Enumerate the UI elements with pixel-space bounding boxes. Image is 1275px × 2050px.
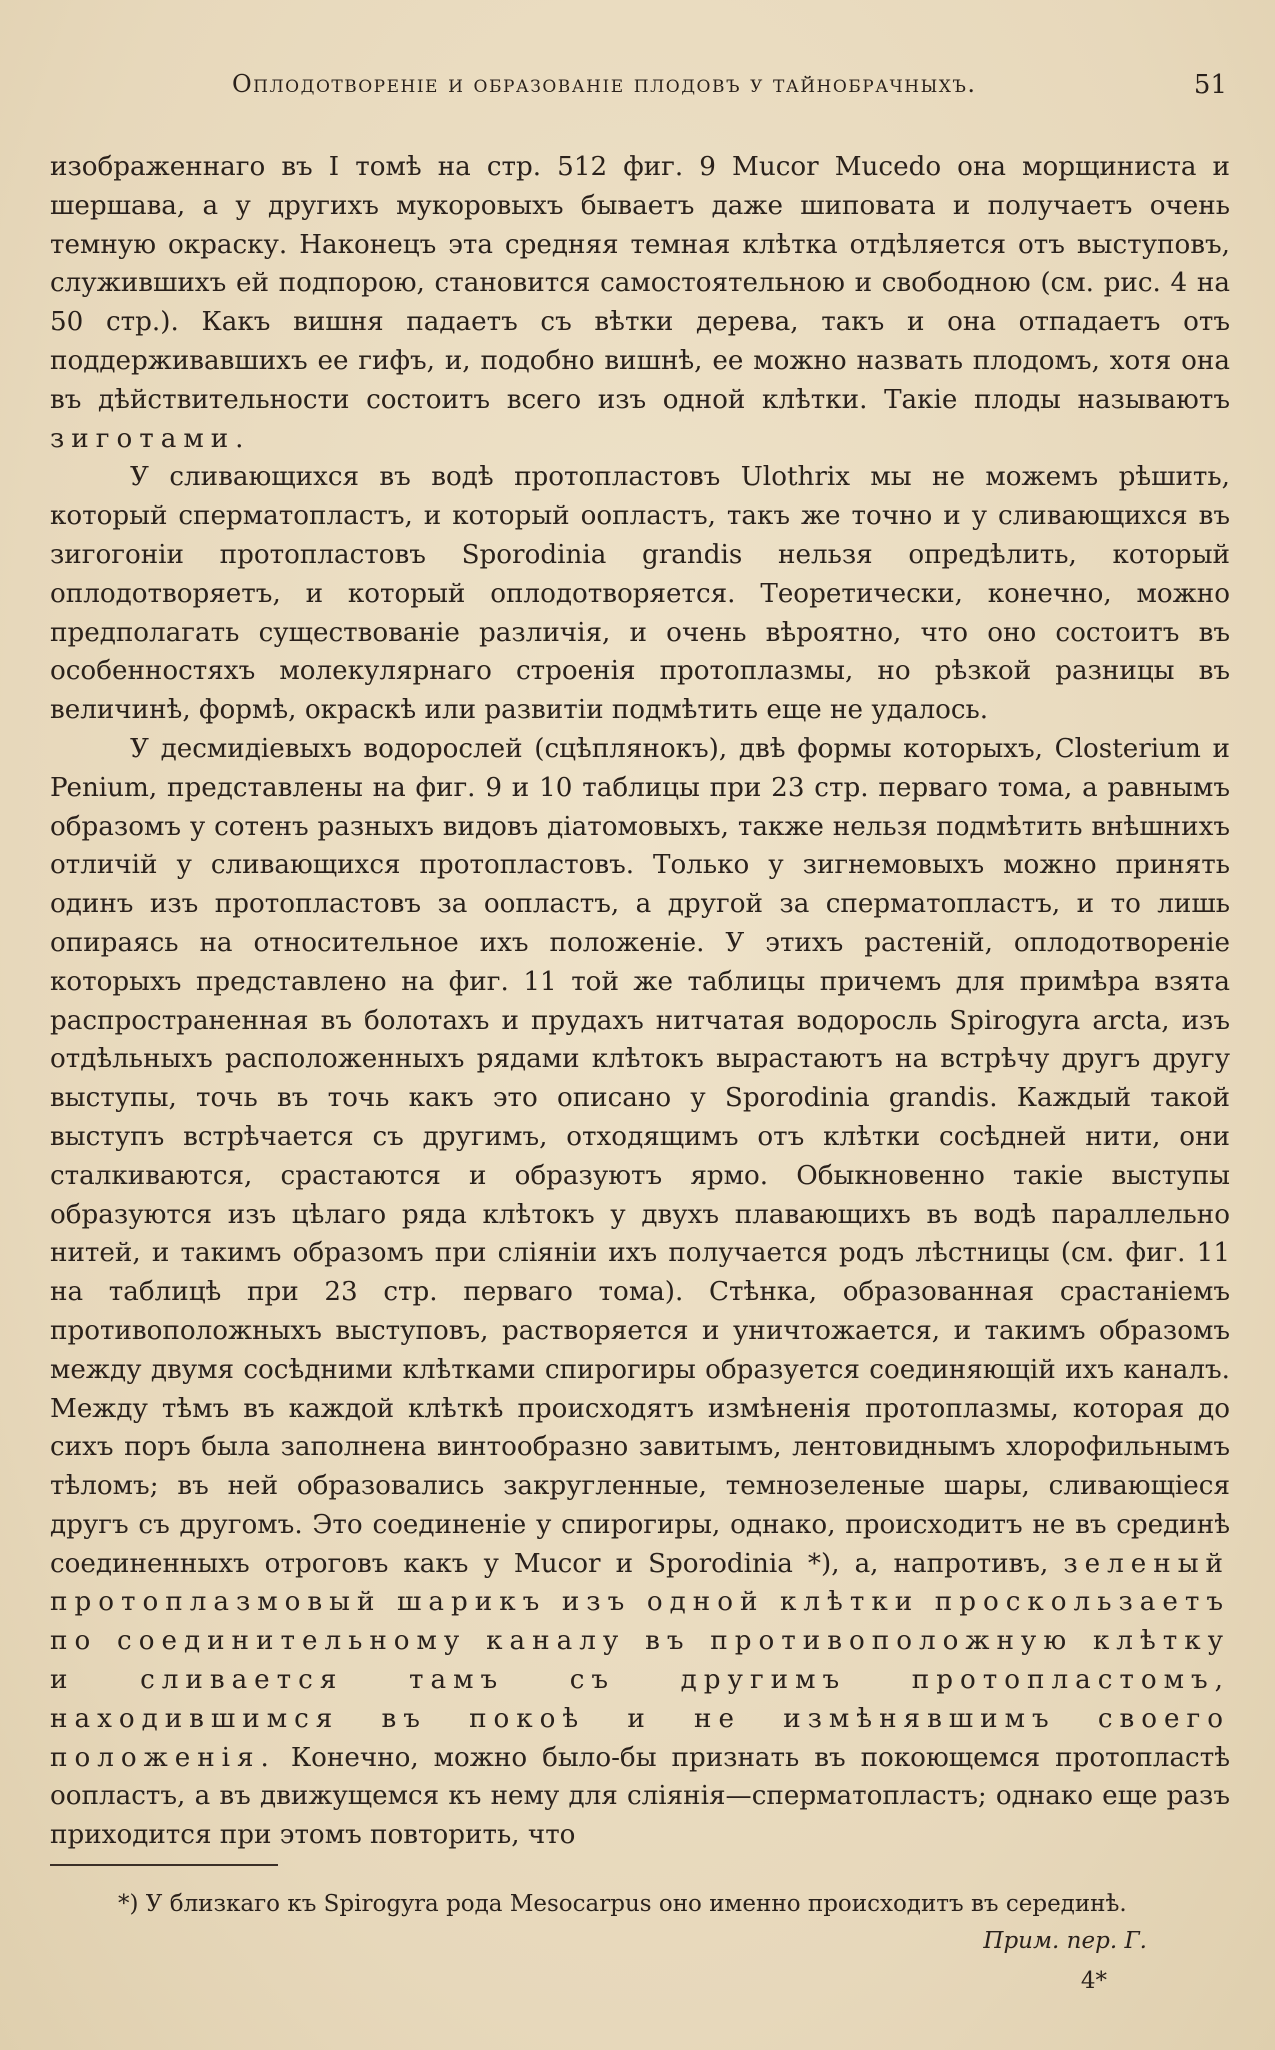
spaced-emphasis-text: зиготами. [50, 423, 251, 454]
paragraph [50, 730, 1230, 1855]
main-text [50, 148, 1230, 1855]
paragraph [50, 458, 1230, 730]
spaced-emphasis-text: зеленый протоплазмовый шарикъ изъ одной клѣтки проскользаетъ по соединительному каналу въ противоположную клѣтку и сливается тамъ съ другимъ протопластомъ, находившимся въ покоѣ и не измѣнявшимъ своего положенія. [50, 1548, 1230, 1773]
running-title: Оплодотвореніе и образованіе плодовъ у тайнобрачныхъ. [232, 70, 977, 98]
paragraph-text: У сливающихся въ водѣ протопластовъ Ulothrix мы не можемъ рѣшить, который сперматопластъ, и который оопластъ, такъ же точно и у сливающихся въ зигогоніи протопластовъ Sporodinia grandis нельзя опредѣлить, который оплодотворяетъ, и который оплодотворяется. Теоретически, конечно, можно предполагать существованіе различія, и очень вѣроятно, что оно состоитъ въ особенностяхъ молекулярнаго строенія протоплазмы, но рѣзкой разницы въ величинѣ, формѣ, окраскѣ или развитіи подмѣтить еще не удалось. [50, 462, 1230, 726]
footnote: *) У близкаго къ Spirogyra рода Mesocarpus оно именно происходитъ въ серединѣ. [118, 1891, 1127, 1917]
page-header [0, 70, 1275, 110]
paragraph-text: изображеннаго въ I томѣ на стр. 512 фиг. 9 Mucor Mucedo она морщиниста и шершава, а у другихъ мукоровыхъ бываетъ даже шиповата и получаетъ очень темную окраску. Наконецъ эта средняя темная клѣтка отдѣляется отъ выступовъ, служившихъ ей подпорою, становится самостоятельною и свободною (см. рис. 4 на 50 стр.). Какъ вишня падаетъ съ вѣтки дерева, такъ и она отпадаетъ отъ поддерживавшихъ ее гифъ, и, подобно вишнѣ, ее можно назвать плодомъ, хотя она въ дѣйствительности состоитъ всего изъ одной клѣтки. Такіе плоды называютъ [50, 152, 1230, 415]
page-number: 51 [1193, 70, 1227, 100]
paragraph-text: У десмидіевыхъ водорослей (сцѣплянокъ), двѣ формы которыхъ, Closterium и Penium, представлены на фиг. 9 и 10 таблицы при 23 стр. перваго тома, а равнымъ образомъ у сотенъ разныхъ видовъ діатомовыхъ, также нельзя подмѣтить внѣшнихъ отличій у сливающихся протопластовъ. Только у зигнемовыхъ можно принять одинъ изъ протопластовъ за оопластъ, а другой за сперматопластъ, и то лишь опираясь на относительное ихъ положеніе. У этихъ растеній, оплодотвореніе которыхъ представлено на фиг. 11 той же таблицы причемъ для примѣра взята распространенная въ болотахъ и прудахъ нитчатая водоросль Spirogyra arcta, изъ отдѣльныхъ расположенныхъ рядами клѣтокъ вырастаютъ на встрѣчу другъ другу выступы, точь въ точь какъ это описано у Sporodinia grandis. Каждый такой выступъ встрѣчается съ другимъ, отходящимъ отъ клѣтки сосѣдней нити, они сталкиваются, срастаются и образуютъ ярмо. Обыкновенно такіе выступы образуются изъ цѣлаго ряда клѣтокъ у двухъ плавающихъ въ водѣ параллельно нитей, и такимъ образомъ при сліяніи ихъ получается родъ лѣстницы (см. фиг. 11 на таблицѣ при 23 стр. перваго тома). Стѣнка, образованная срастаніемъ противоположныхъ выступовъ, растворяется и уничтожается, и такимъ образомъ между двумя сосѣдними клѣтками спирогиры образуется соединяющій ихъ каналъ. Между тѣмъ въ каждой клѣткѣ происходятъ измѣненія протоплазмы, которая до сихъ поръ была заполнена винтообразно завитымъ, лентовиднымъ хлорофильнымъ тѣломъ; въ ней образовались закругленные, темнозеленые шары, сливающіеся другъ съ другомъ. Это соединеніе у спирогиры, однако, происходитъ не въ срединѣ соединенныхъ отроговъ какъ у Mucor и Sporodinia *), а, напротивъ, [50, 733, 1230, 1579]
footnote-divider [50, 1864, 278, 1866]
signature-mark: 4* [1080, 1968, 1107, 1994]
paragraph-text: Конечно, можно было-бы признать въ покоющемся протопластѣ оопластъ, а въ движущемся къ нему для сліянія—сперматопластъ; однако еще разъ приходится при этомъ повторить, что [50, 1742, 1230, 1851]
paragraph [50, 148, 1230, 458]
translator-note: Прим. пер. Г. [983, 1928, 1147, 1954]
